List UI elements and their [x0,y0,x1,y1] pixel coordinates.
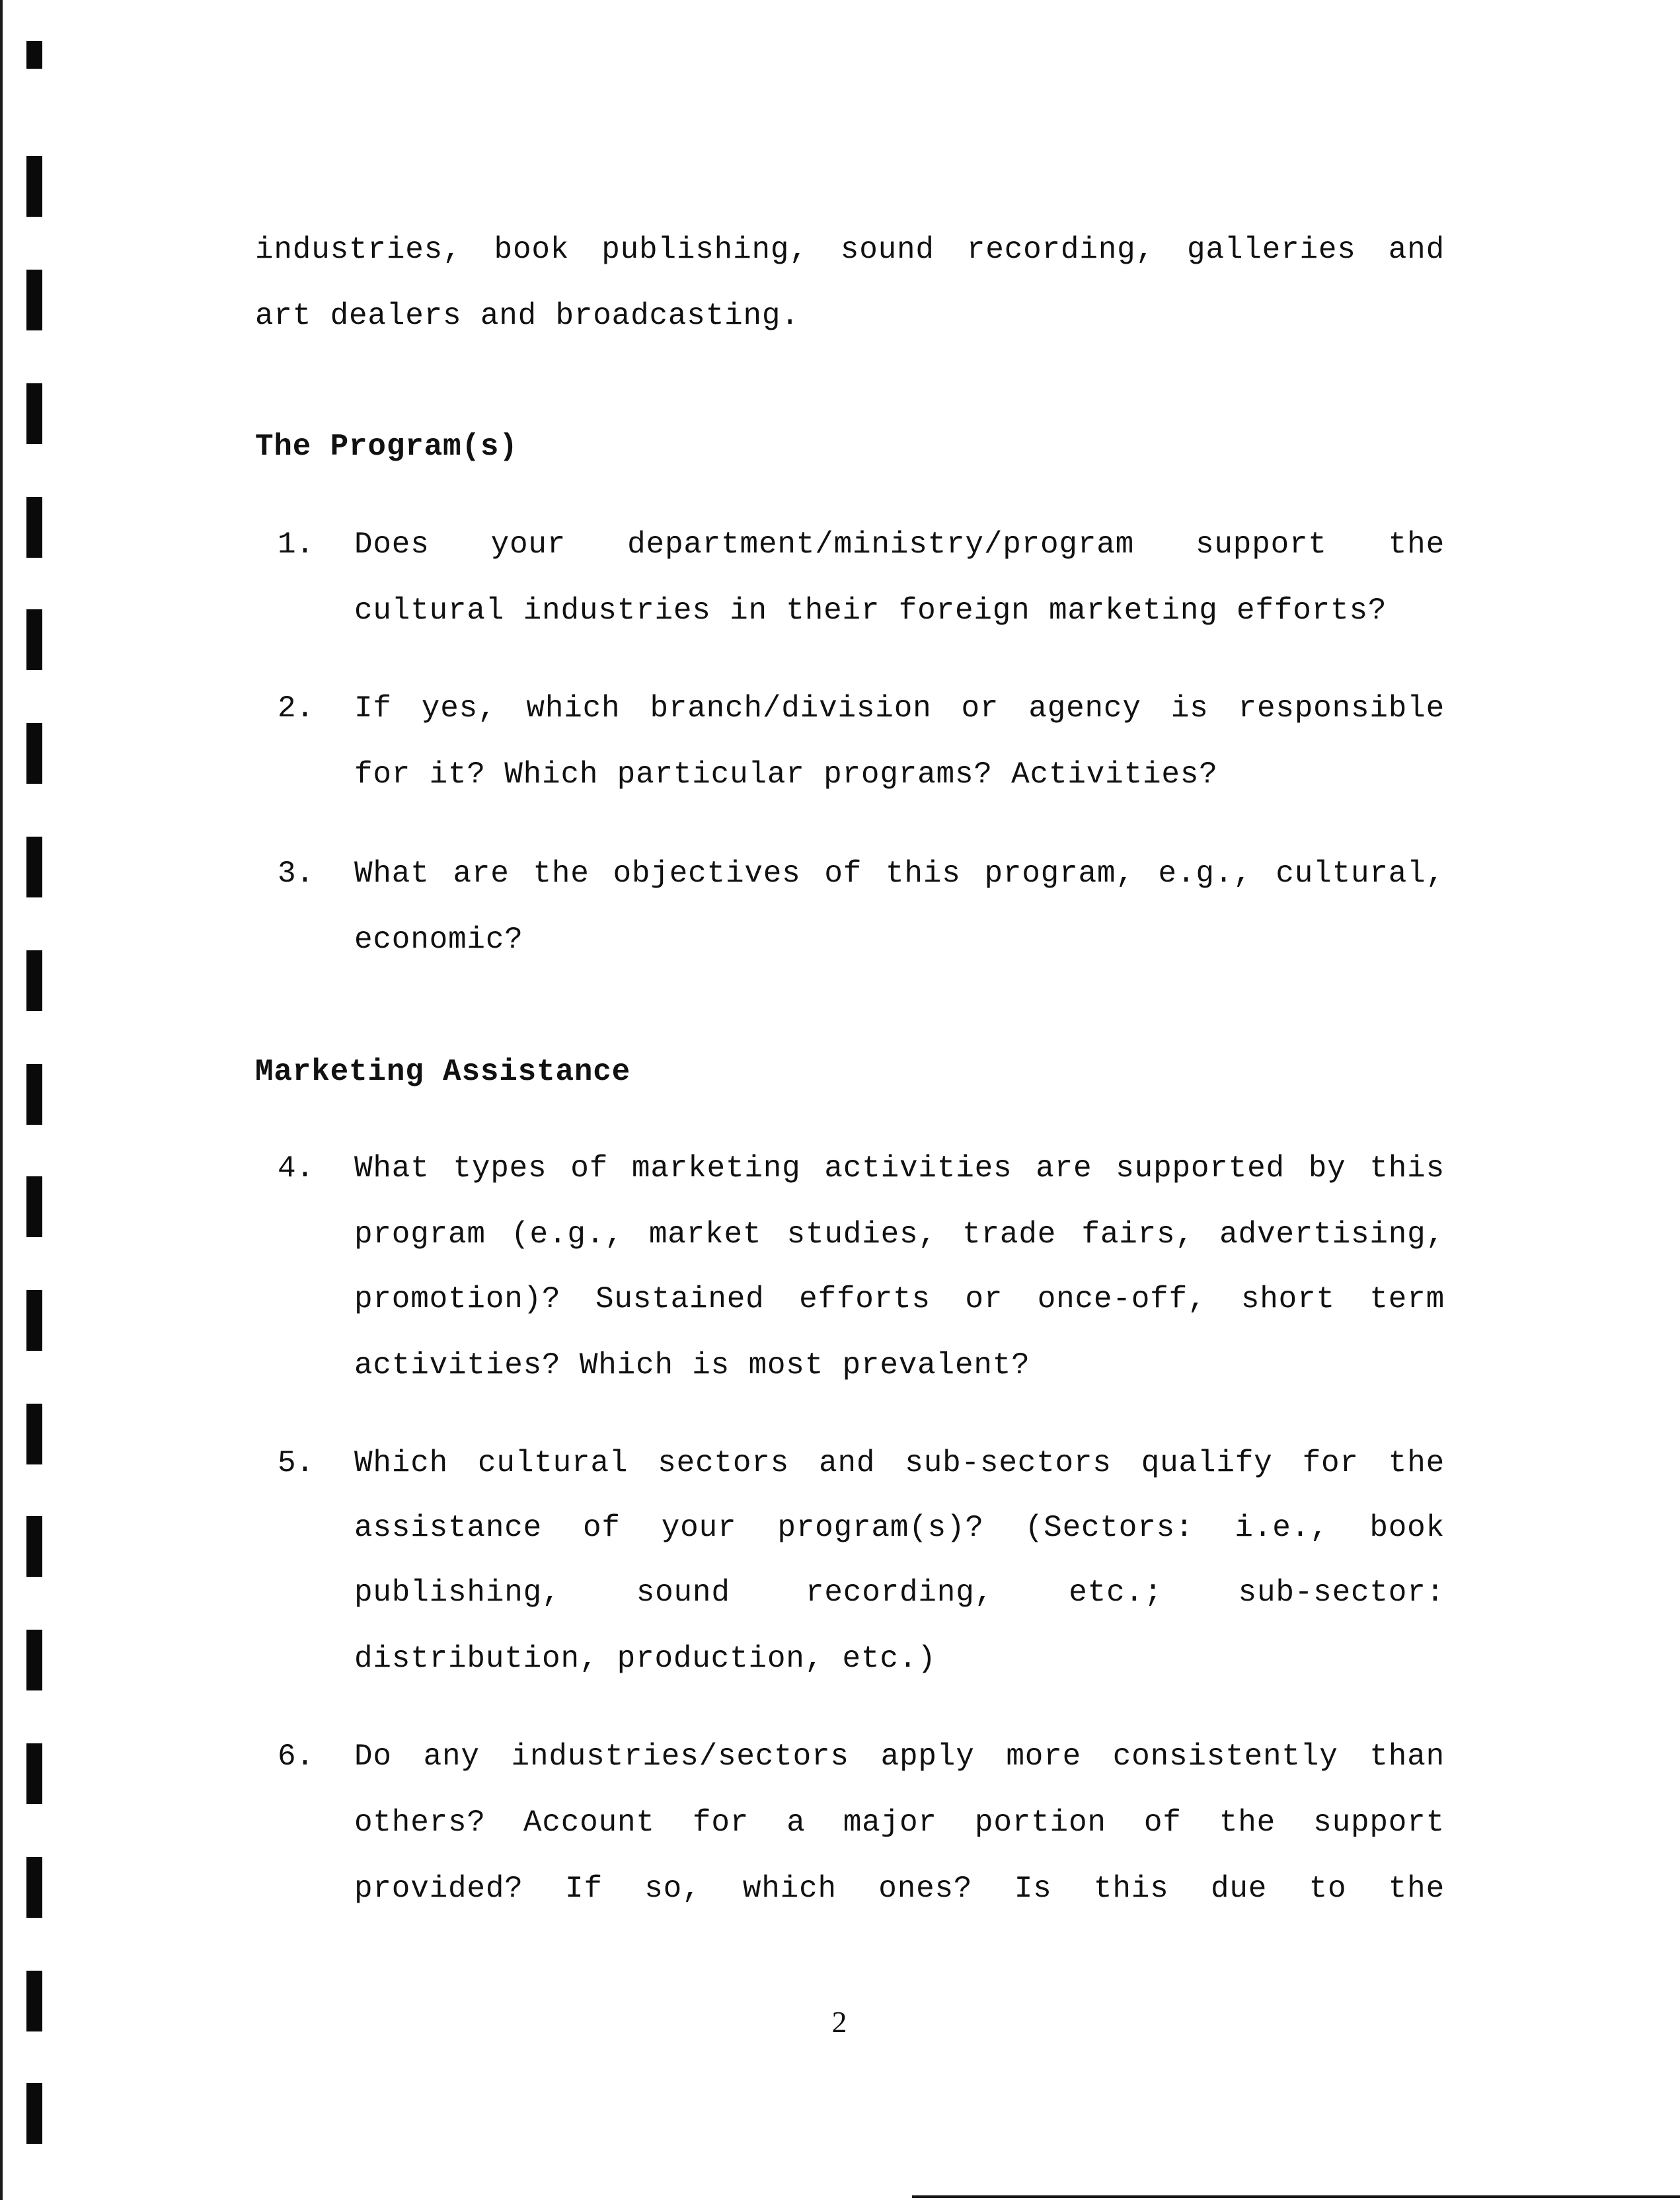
question-number: 3. [278,856,315,891]
question-line: publishing, sound recording, etc.; sub-sector: [354,1575,1445,1610]
question-line: program (e.g., market studies, trade fairs, advertising, [354,1217,1445,1252]
binding-hole [26,270,42,330]
question-line: What types of marketing activities are supported by this [354,1151,1445,1186]
binding-hole [26,723,42,784]
question-line: activities? Which is most prevalent? [354,1348,1030,1383]
binding-hole [26,156,42,217]
binding-hole [26,383,42,444]
binding-hole [26,609,42,670]
question-line: Which cultural sectors and sub-sectors qualify for the [354,1446,1445,1480]
question-line: provided? If so, which ones? Is this due to the [354,1872,1445,1906]
page-left-edge [0,0,3,2200]
question-number: 6. [278,1739,315,1774]
question-line: Do any industries/sectors apply more consistently than [354,1739,1445,1774]
question-line: economic? [354,923,523,957]
binding-hole [26,1516,42,1577]
question-line: What are the objectives of this program, e.g., cultural, [354,856,1445,891]
question-number: 5. [278,1446,315,1480]
question-line: assistance of your program(s)? (Sectors: i.e., book [354,1511,1445,1545]
question-number: 1. [278,527,315,562]
page-bottom-edge [912,2195,1680,2198]
question-line: Does your department/ministry/program support the [354,527,1445,562]
question-line: distribution, production, etc.) [354,1642,936,1676]
question-line: others? Account for a major portion of the support [354,1805,1445,1840]
page-number: 2 [831,2005,847,2039]
question-number: 2. [278,691,315,726]
binding-hole [26,1290,42,1351]
section-heading: Marketing Assistance [255,1055,631,1089]
intro-line: industries, book publishing, sound recording, galleries and [255,233,1445,267]
binding-hole [26,1064,42,1125]
question-line: If yes, which branch/division or agency is responsible [354,691,1445,726]
question-line: promotion)? Sustained efforts or once-off, short term [354,1282,1445,1316]
intro-line: art dealers and broadcasting. [255,299,800,333]
binding-hole [26,1176,42,1237]
question-number: 4. [278,1151,315,1186]
binding-hole [26,950,42,1011]
section-heading: The Program(s) [255,430,518,464]
binding-hole [26,497,42,558]
question-line: cultural industries in their foreign marketing efforts? [354,593,1387,628]
binding-hole [26,1743,42,1804]
binding-hole [26,1630,42,1690]
binding-hole [26,837,42,897]
binding-hole [26,1971,42,2031]
binding-hole [26,41,42,69]
binding-hole [26,1857,42,1918]
question-line: for it? Which particular programs? Activities? [354,757,1218,792]
binding-hole [26,2083,42,2144]
binding-hole [26,1404,42,1464]
